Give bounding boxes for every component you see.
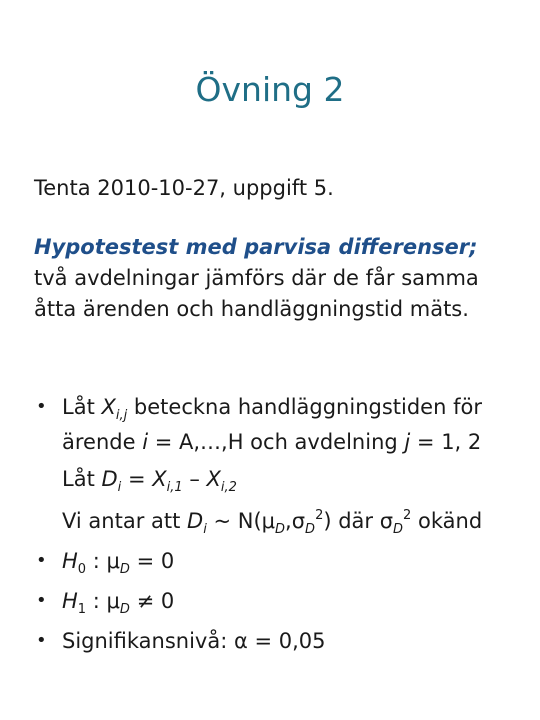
definition-line-3: Låt $D_i = X_{i,1} - X_{i,2}$ — [62, 467, 237, 495]
bullet-marker: • — [36, 550, 47, 571]
bullet-list — [34, 387, 534, 661]
slide-title: Övning 2 — [195, 70, 345, 109]
bullet-item-definitions — [34, 387, 534, 541]
bullet-marker: • — [36, 396, 47, 417]
bullet-item-null-hypothesis: • $H_0$ : $\mu_D = 0$ — [34, 541, 534, 581]
description-line-1: två avdelningar jämförs där de får samma — [34, 266, 479, 290]
bullet-item-alt-hypothesis: • $H_1$ : $\mu_D \ne 0$ — [34, 581, 534, 621]
definition-line-4: Vi antar att $D_i$ ~ $N(\mu_D,\sigma_D^2)$ där $\sigma_D^2$ okänd — [62, 508, 483, 537]
description-line-2: åtta ärenden och handläggningstid mäts. — [34, 297, 469, 321]
bullet-marker: • — [36, 590, 47, 611]
problem-description — [34, 232, 524, 325]
definition-line-1: Låt $X_{i,j}$ beteckna handläggningstiden för — [62, 395, 482, 423]
problem-lead: Hypotestest med parvisa differenser; — [34, 235, 478, 259]
exam-reference: Tenta 2010-10-27, uppgift 5. — [34, 176, 334, 200]
bullet-marker: • — [36, 630, 47, 651]
bullet-item-significance: • Signifikansnivå: α = 0,05 — [34, 621, 534, 661]
definition-line-2: ärende i = A,…,H och avdelning j = 1, 2 — [62, 430, 482, 454]
